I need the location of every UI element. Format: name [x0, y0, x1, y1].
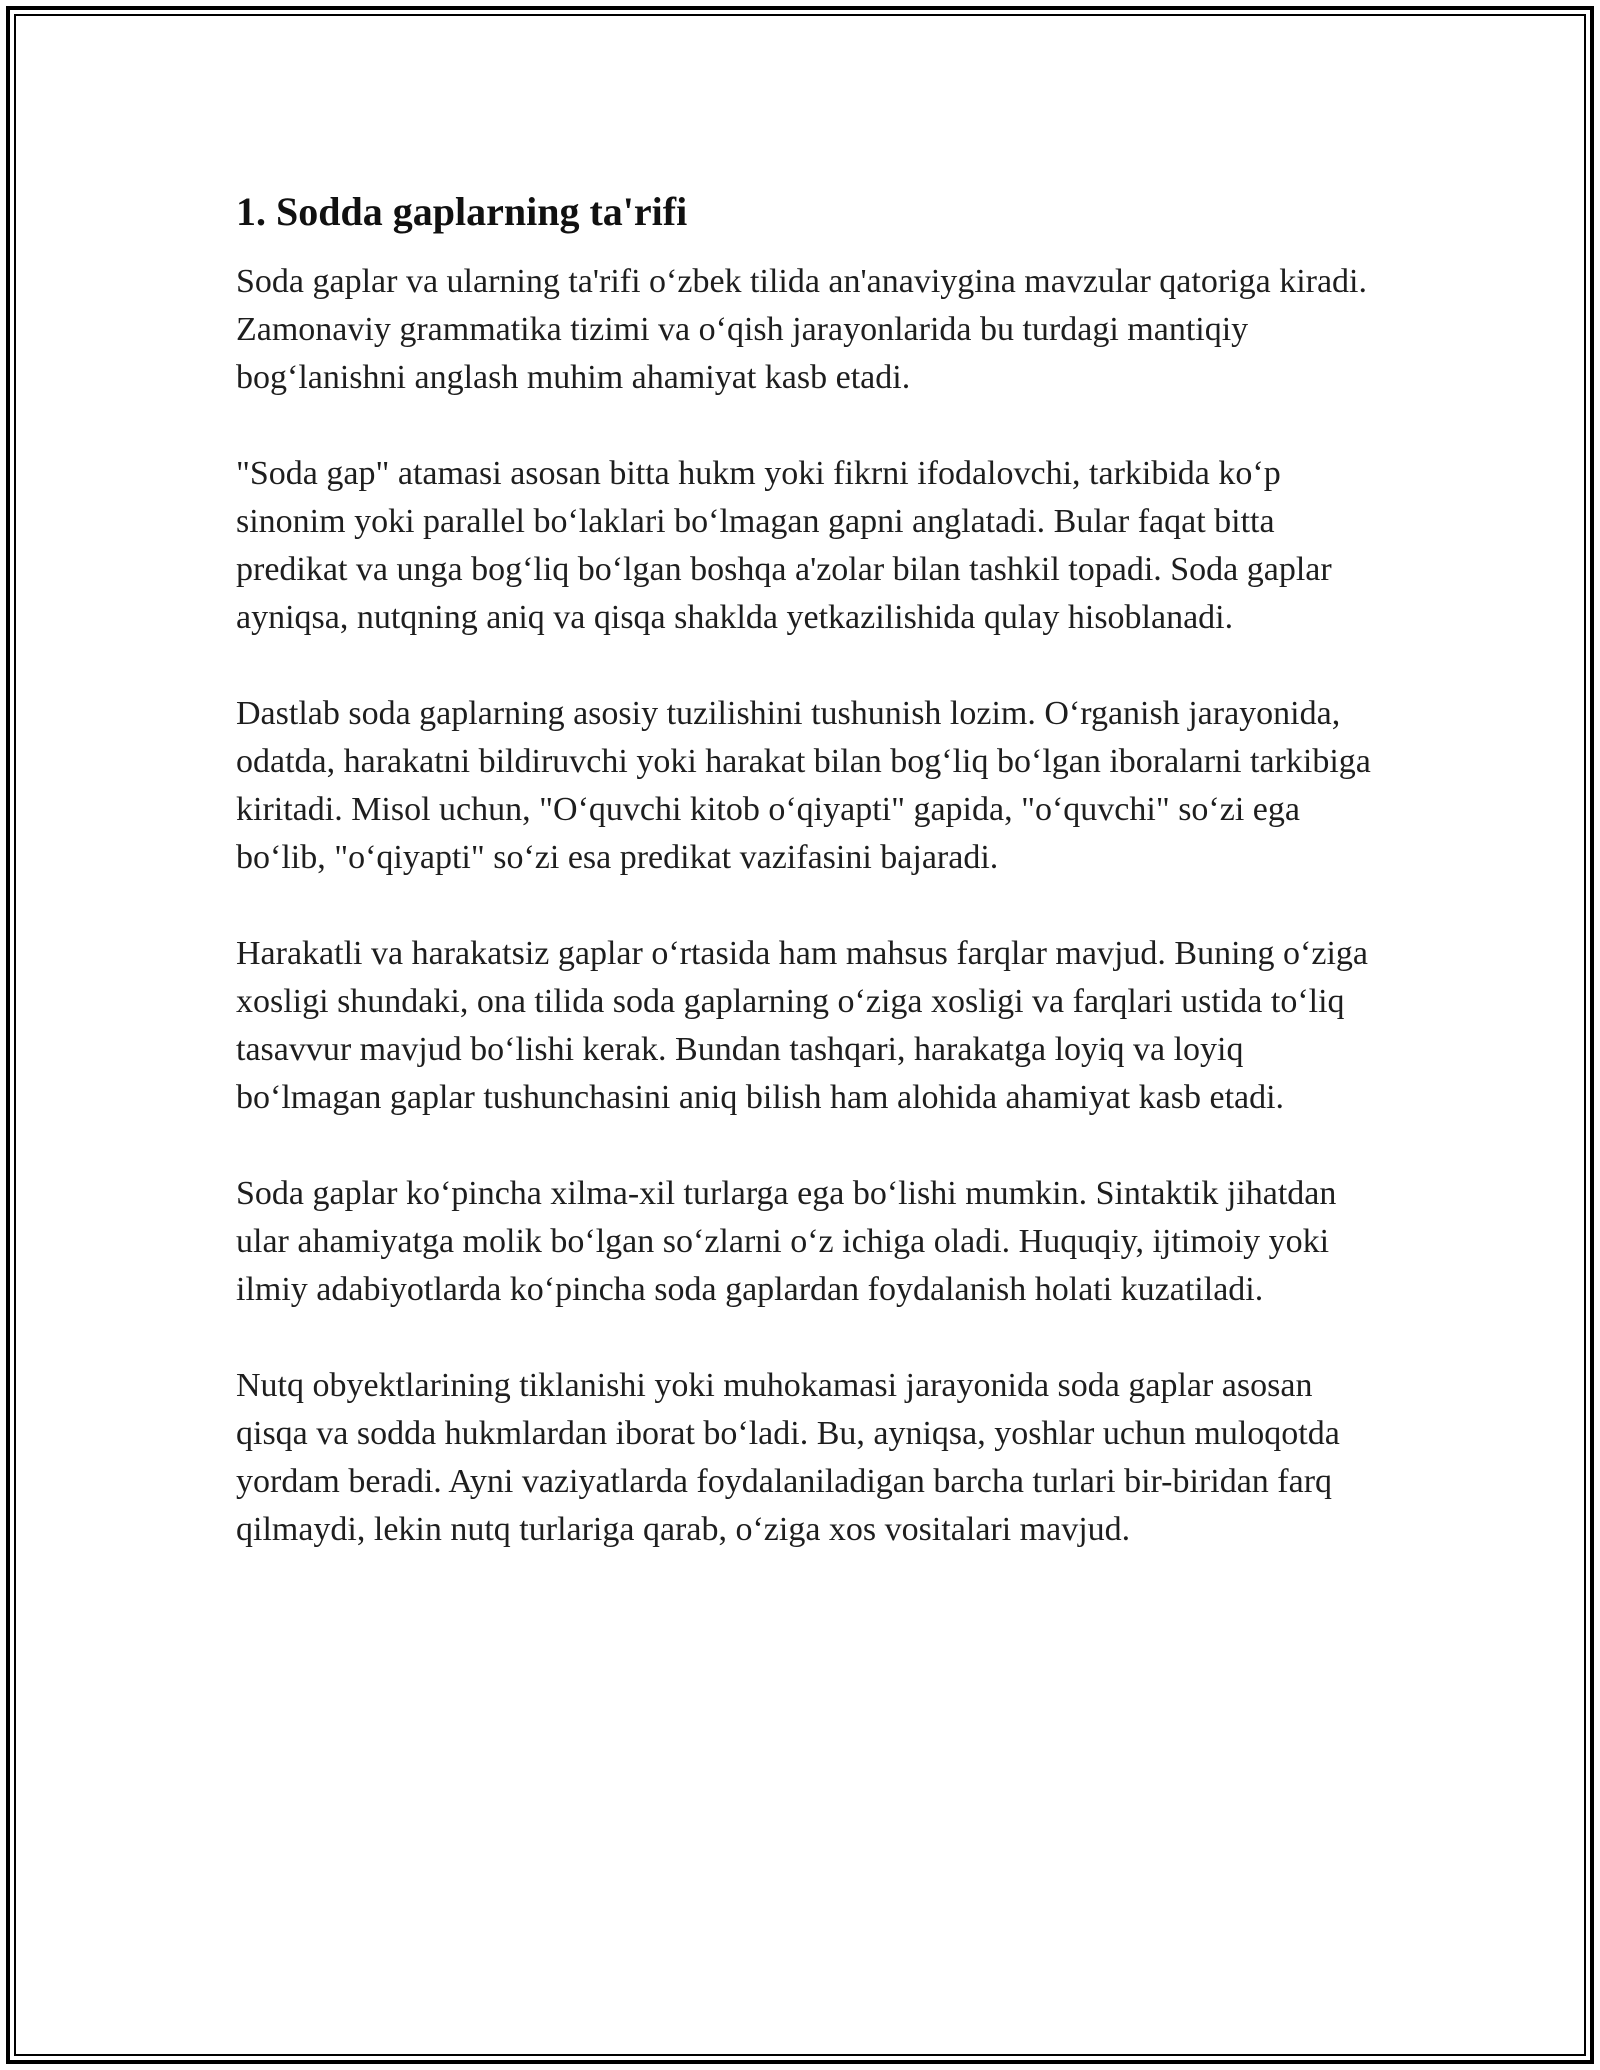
document-body [236, 186, 1376, 1602]
section-heading: 1. Sodda gaplarning ta'rifi [236, 189, 688, 234]
paragraph-1: Soda gaplar va ularning ta'rifi o‘zbek tilida an'anaviygina mavzular qatoriga kiradi. Zamonaviy grammatika tizimi va o‘qish jarayonlarida bu turdagi mantiqiy bog‘lanishni anglash muhim ahamiyat kasb etadi. [236, 263, 1367, 396]
paragraph-2: "Soda gap" atamasi asosan bitta hukm yoki fikrni ifodalovchi, tarkibida ko‘p sinonim yoki parallel bo‘laklari bo‘lmagan gapni anglatadi. Bular faqat bitta predikat va unga bog‘liq bo‘lgan boshqa a'zolar bilan tashkil topadi. Soda gaplar ayniqsa, nutqning aniq va qisqa shaklda yetkazilishida qulay hisoblanadi. [236, 455, 1332, 636]
paragraph-5: Soda gaplar ko‘pincha xilma-xil turlarga ega bo‘lishi mumkin. Sintaktik jihatdan ular ahamiyatga molik bo‘lgan so‘zlarni o‘z ichiga oladi. Huquqiy, ijtimoiy yoki ilmiy adabiyotlarda ko‘pincha soda gaplardan foydalanish holati kuzatiladi. [236, 1175, 1337, 1308]
paragraph-3: Dastlab soda gaplarning asosiy tuzilishini tushunish lozim. O‘rganish jarayonida, odatda, harakatni bildiruvchi yoki harakat bilan bog‘liq bo‘lgan iboralarni tarkibiga kiritadi. Misol uchun, "O‘quvchi kitob o‘qiyapti" gapida, "o‘quvchi" so‘zi ega bo‘lib, "o‘qiyapti" so‘zi esa predikat vazifasini bajaradi. [236, 695, 1371, 876]
paragraph-6: Nutq obyektlarining tiklanishi yoki muhokamasi jarayonida soda gaplar asosan qisqa va sodda hukmlardan iborat bo‘ladi. Bu, ayniqsa, yoshlar uchun muloqotda yordam beradi. Ayni vaziyatlarda foydalaniladigan barcha turlari bir-biridan farq qilmaydi, lekin nutq turlariga qarab, o‘ziga xos vositalari mavjud. [236, 1367, 1340, 1548]
paragraph-4: Harakatli va harakatsiz gaplar o‘rtasida ham mahsus farqlar mavjud. Buning o‘ziga xosligi shundaki, ona tilida soda gaplarning o‘ziga xosligi va farqlari ustida to‘liq tasavvur mavjud bo‘lishi kerak. Bundan tashqari, harakatga loyiq va loyiq bo‘lmagan gaplar tushunchasini aniq bilish ham alohida ahamiyat kasb etadi. [236, 935, 1368, 1116]
